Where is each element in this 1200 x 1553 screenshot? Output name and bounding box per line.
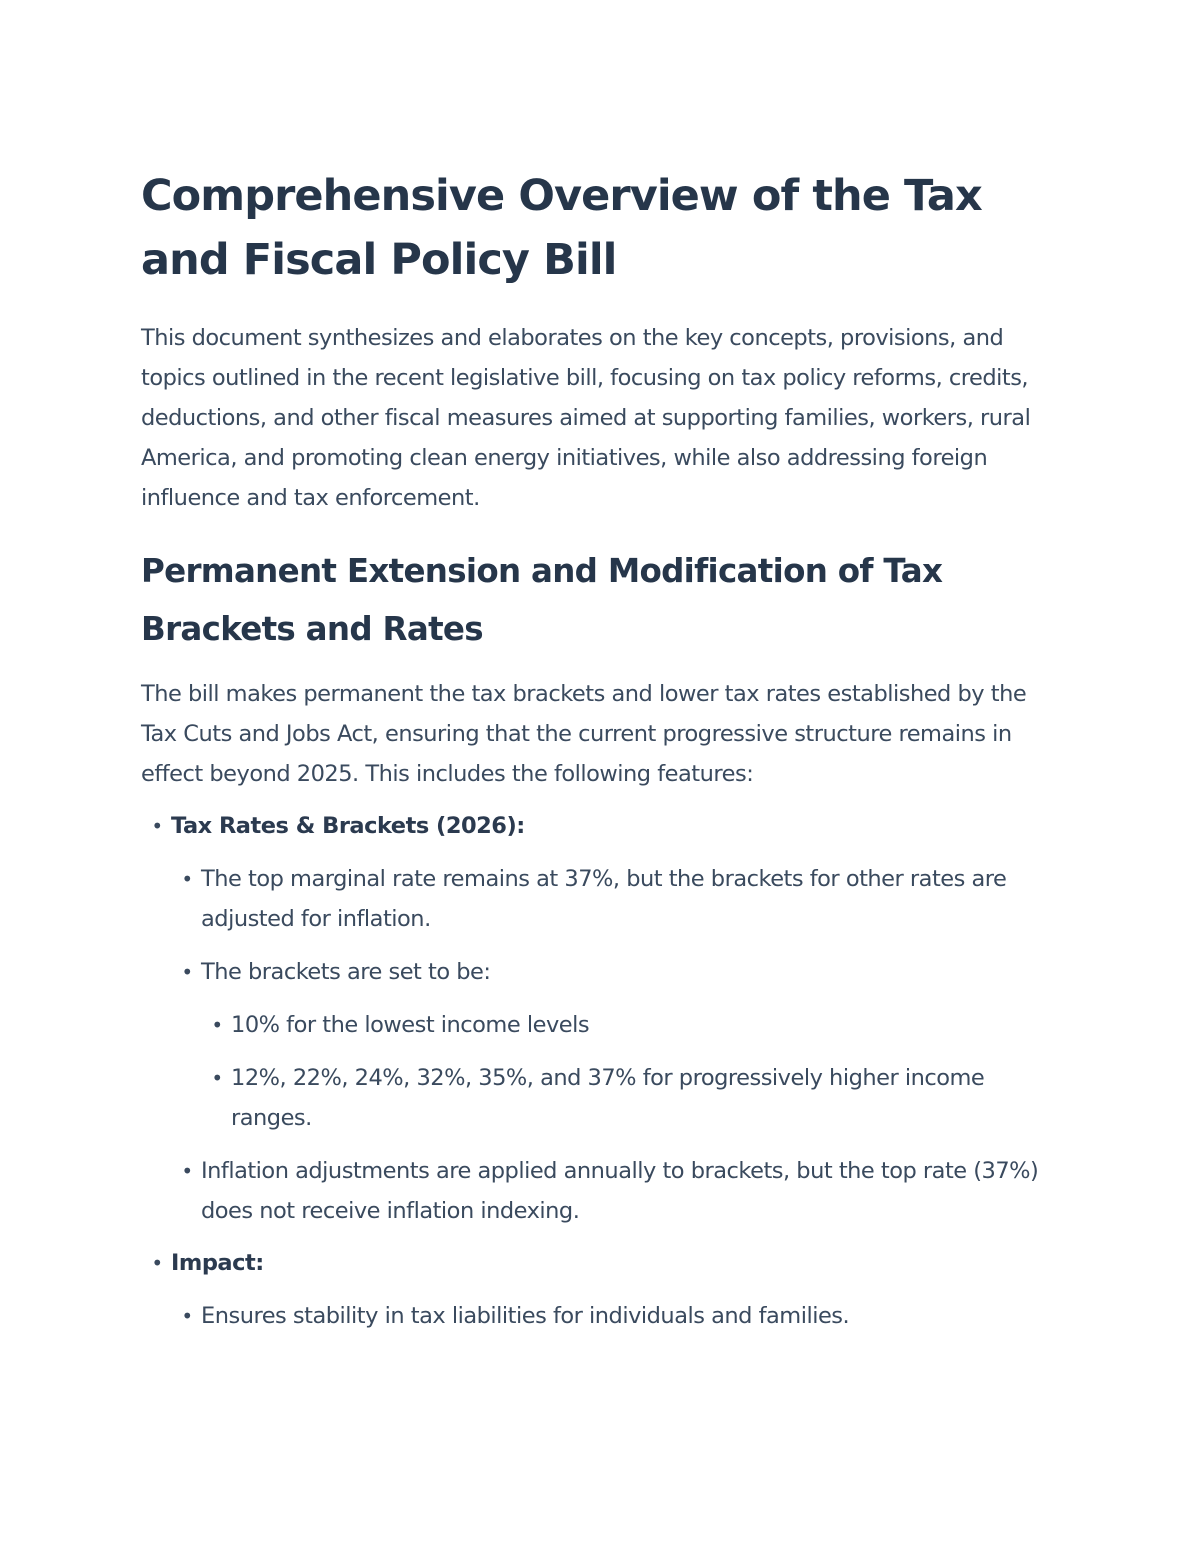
- list-item: [151, 806, 1061, 1231]
- list-item-text: Inflation adjustments are applied annually to brackets, but the top rate (37%) does not receive inflation indexing.: [201, 1158, 1039, 1224]
- sub-sub-bullet-list: [201, 1005, 1061, 1138]
- bullet-list: [141, 806, 1061, 1336]
- sub-bullet-list: [171, 1296, 1061, 1336]
- bullet-icon: •: [181, 867, 193, 891]
- bullet-icon: •: [151, 814, 163, 838]
- bullet-icon: •: [181, 960, 193, 984]
- list-item: [211, 1058, 1061, 1138]
- bullet-icon: •: [211, 1013, 223, 1037]
- list-item-label: Impact:: [171, 1250, 264, 1276]
- document-page: [141, 164, 1061, 1336]
- list-item-text: Ensures stability in tax liabilities for individuals and families.: [201, 1303, 850, 1329]
- bullet-icon: •: [181, 1159, 193, 1183]
- section-heading: Permanent Extension and Modification of Tax Brackets and Rates: [141, 552, 943, 648]
- list-item-text: 12%, 22%, 24%, 32%, 35%, and 37% for progressively higher income ranges.: [231, 1065, 985, 1131]
- list-item: [211, 1005, 1061, 1045]
- list-item: [181, 859, 1061, 939]
- list-item-text: The top marginal rate remains at 37%, but the brackets for other rates are adjusted for inflation.: [201, 866, 1007, 932]
- document-title: Comprehensive Overview of the Tax and Fiscal Policy Bill: [141, 171, 982, 285]
- bullet-icon: •: [211, 1066, 223, 1090]
- list-item: [181, 1151, 1061, 1231]
- bullet-icon: •: [181, 1304, 193, 1328]
- list-item-label: Tax Rates & Brackets (2026):: [171, 813, 525, 839]
- list-item: [181, 952, 1061, 1138]
- list-item: [151, 1243, 1061, 1336]
- sub-bullet-list: [171, 859, 1061, 1231]
- intro-paragraph: This document synthesizes and elaborates on the key concepts, provisions, and topics outlined in the recent legislative bill, focusing on tax policy reforms, credits, deductions, and other fiscal measures aimed at supporting families, workers, rural America, and promoting clean energy initiatives, while also addressing foreign influence and tax enforcement.: [141, 325, 1031, 511]
- bullet-icon: •: [151, 1251, 163, 1275]
- list-item-text: The brackets are set to be:: [201, 959, 491, 985]
- list-item-text: 10% for the lowest income levels: [231, 1012, 590, 1038]
- list-item: [181, 1296, 1061, 1336]
- section-paragraph: The bill makes permanent the tax brackets and lower tax rates established by the Tax Cuts and Jobs Act, ensuring that the current progressive structure remains in effect beyond 2025. This includes the following features:: [141, 681, 1027, 787]
